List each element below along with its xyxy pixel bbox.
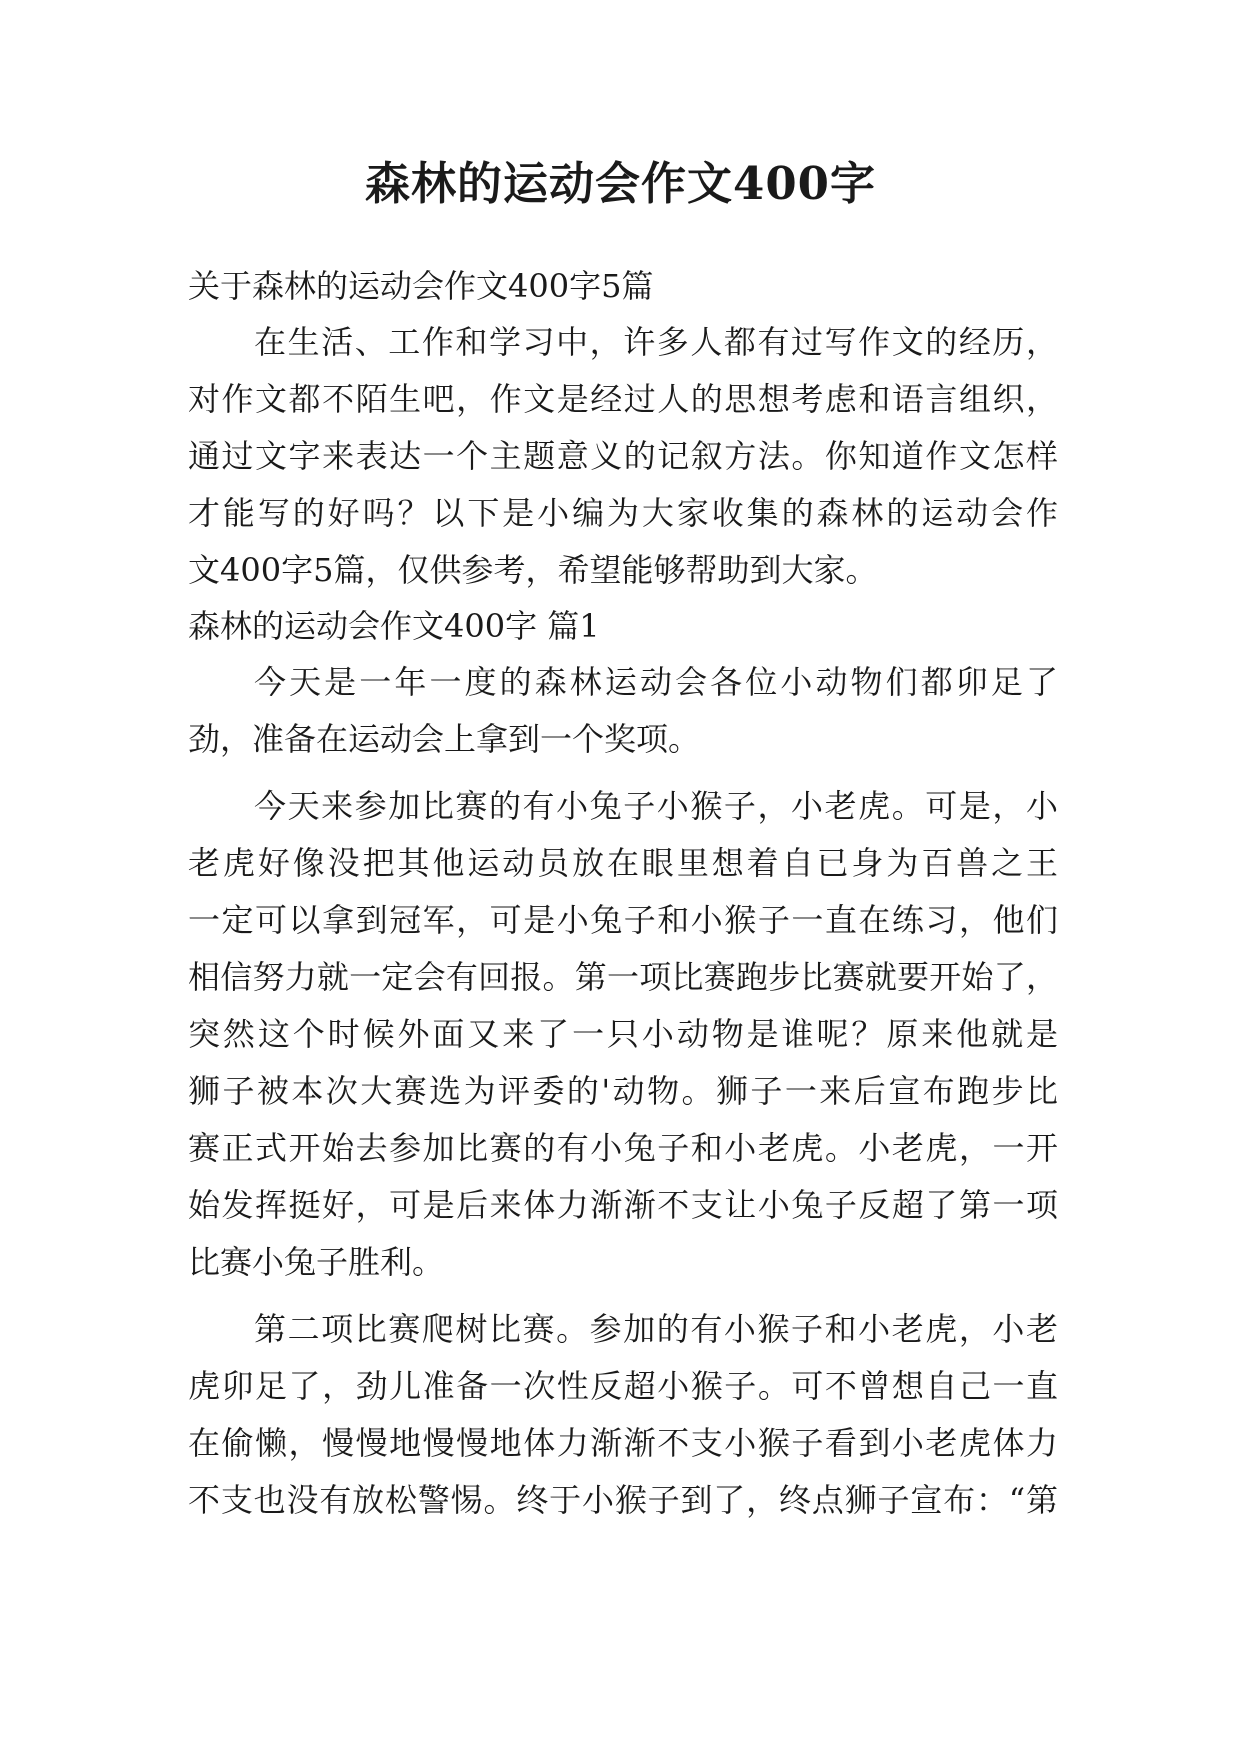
paragraph-line: 赛正式开始去参加比赛的有小兔子和小老虎。小老虎，一开 [188,1129,1058,1167]
paragraph-line: 今天是一年一度的森林运动会各位小动物们都卯足了 [254,663,1058,701]
intro-line: 才能写的好吗？以下是小编为大家收集的森林的运动会作 [188,494,1058,532]
paragraph-line: 虎卯足了，劲儿准备一次性反超小猴子。可不曾想自己一直 [188,1367,1058,1405]
paragraph-line: 第二项比赛爬树比赛。参加的有小猴子和小老虎，小老 [254,1310,1058,1348]
paragraph-line: 老虎好像没把其他运动员放在眼里想着自已身为百兽之王 [188,844,1058,882]
intro-line: 通过文字来表达一个主题意义的记叙方法。你知道作文怎样 [188,437,1058,475]
paragraph-line: 不支也没有放松警惕。终于小猴子到了，终点狮子宣布：“第 [188,1481,1058,1519]
paragraph-line: 在偷懒，慢慢地慢慢地体力渐渐不支小猴子看到小老虎体力 [188,1424,1058,1462]
intro-line: 对作文都不陌生吧，作文是经过人的思想考虑和语言组织， [188,380,1058,418]
paragraph-line: 突然这个时候外面又来了一只小动物是谁呢？原来他就是 [188,1015,1058,1053]
section-heading: 森林的运动会作文400字 篇1 [188,607,600,645]
document-subtitle: 关于森林的运动会作文400字5篇 [188,267,654,305]
paragraph-line: 今天来参加比赛的有小兔子小猴子，小老虎。可是，小 [254,787,1058,825]
intro-line: 在生活、工作和学习中，许多人都有过写作文的经历， [254,323,1058,361]
paragraph-line: 劲，准备在运动会上拿到一个奖项。 [188,720,701,758]
intro-line: 文400字5篇，仅供参考，希望能够帮助到大家。 [188,551,878,589]
document-title: 森林的运动会作文400字 [365,157,876,210]
paragraph-line: 狮子被本次大赛选为评委的'动物。狮子一来后宣布跑步比 [188,1072,1058,1110]
paragraph-line: 相信努力就一定会有回报。第一项比赛跑步比赛就要开始了， [188,958,1058,996]
paragraph-line: 始发挥挺好，可是后来体力渐渐不支让小兔子反超了第一项 [188,1186,1058,1224]
paragraph-line: 比赛小兔子胜利。 [188,1243,445,1281]
paragraph-line: 一定可以拿到冠军，可是小兔子和小猴子一直在练习，他们 [188,901,1058,939]
